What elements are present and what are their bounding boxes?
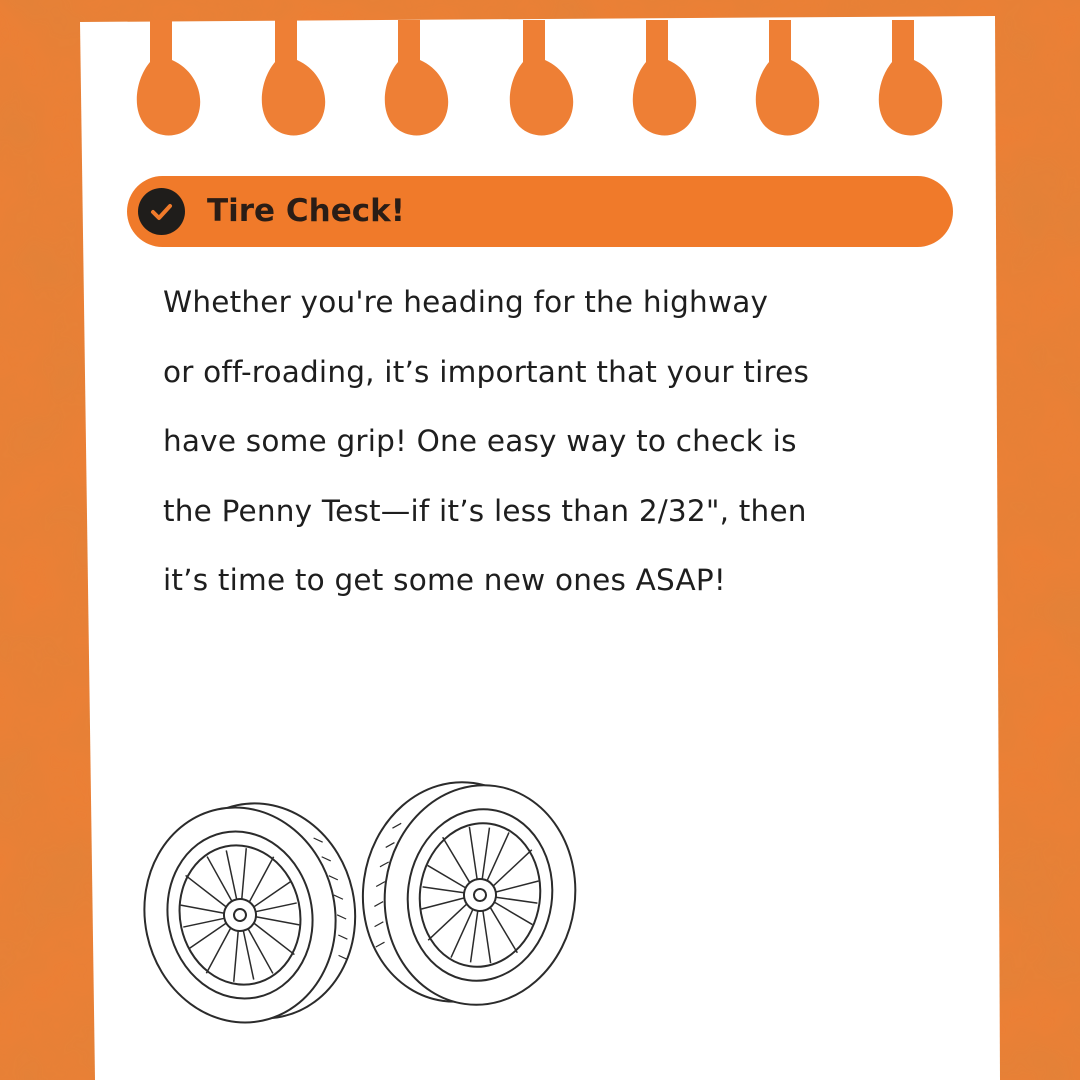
paragraph-line: it’s time to get some new ones ASAP! <box>163 563 726 597</box>
tip-paragraph <box>163 268 943 616</box>
paragraph-line: the Penny Test—if it’s less than 2/32", then <box>163 493 807 528</box>
checkmark-circle-icon <box>138 188 185 235</box>
paragraph-line: Whether you're heading for the highway <box>163 285 769 319</box>
tires-illustration <box>140 780 590 1030</box>
paragraph-line: or off-roading, it’s important that your tires <box>163 354 810 389</box>
page-title: Tire Check! <box>207 193 405 229</box>
title-banner <box>127 176 953 247</box>
paragraph-line: have some grip! One easy way to check is <box>163 424 797 458</box>
